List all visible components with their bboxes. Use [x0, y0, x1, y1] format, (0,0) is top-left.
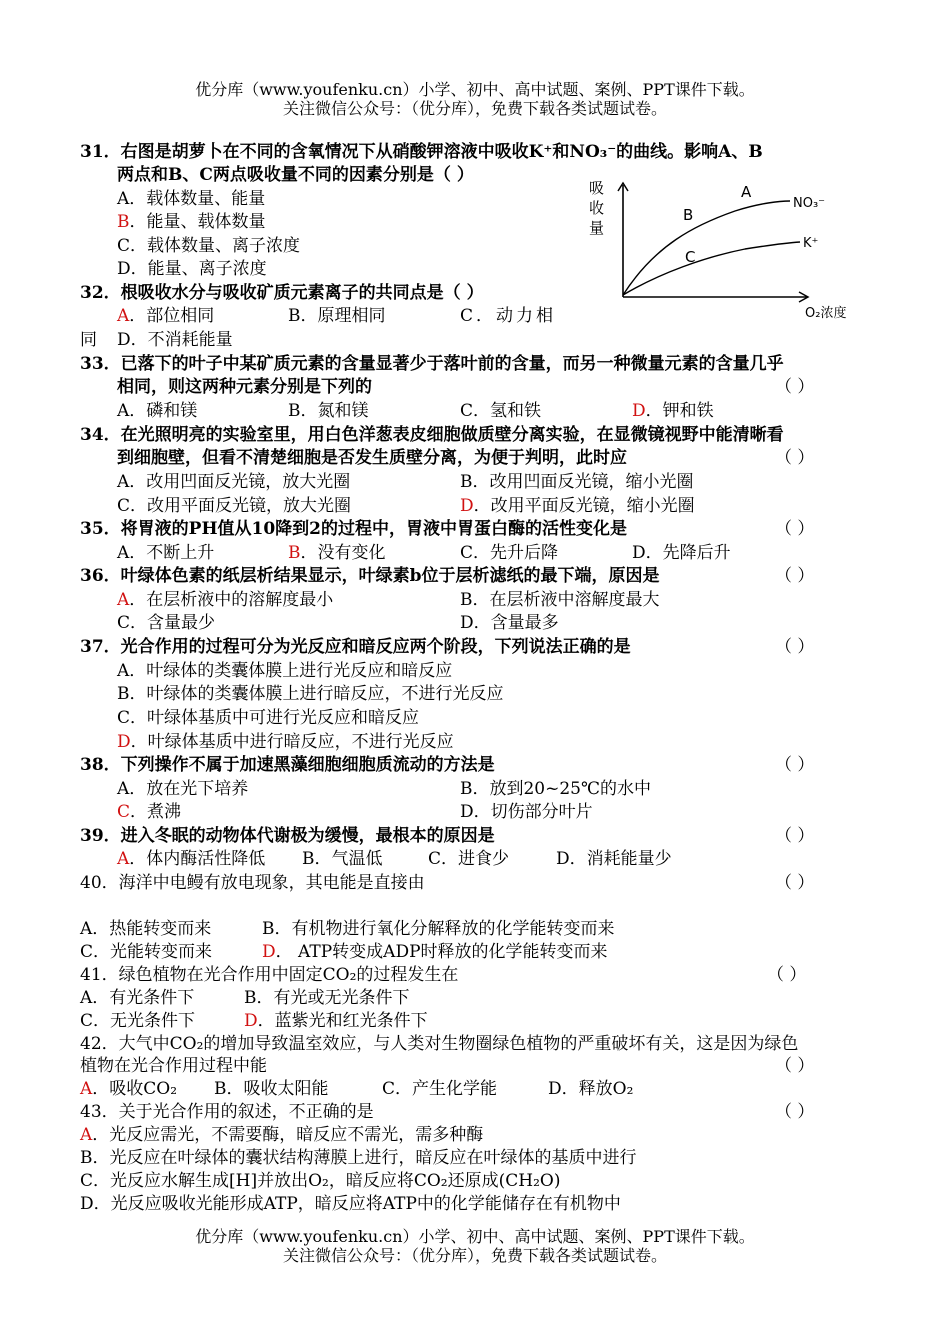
- q42-answer-paren: （ ）: [775, 1056, 815, 1076]
- q34-option-b: B．改用凹面反光镜，缩小光圈: [460, 472, 694, 492]
- q42-stem-1: 42．大气中CO₂的增加导致温室效应，与人类对生物圈绿色植物的严重破坏有关，这是因为绿色: [80, 1034, 799, 1054]
- graph-xlabel: O₂浓度: [805, 306, 847, 321]
- q37-option-c: C．叶绿体基质中可进行光反应和暗反应: [117, 708, 420, 728]
- q36-option-d: D．含量最多: [460, 613, 559, 633]
- q36-stem: 36．叶绿体色素的纸层析结果显示，叶绿素b位于层析滤纸的最下端，原因是: [80, 566, 660, 586]
- q33-option-d-text: ．钾和铁: [645, 401, 714, 421]
- graph-curve-k: [623, 242, 800, 295]
- graph-ylabel-1: 吸: [589, 179, 605, 197]
- q40-option-b: B．有机物进行氧化分解释放的化学能转变而来: [262, 919, 615, 939]
- q40-answer-paren: （ ）: [775, 873, 815, 893]
- q31-option-d: D．能量、离子浓度: [117, 259, 267, 279]
- q41-answer-paren: （ ）: [767, 965, 807, 985]
- q37-option-a: A．叶绿体的类囊体膜上进行光反应和暗反应: [117, 661, 453, 681]
- q40-answer-d: D: [262, 942, 276, 962]
- header-line-2: 关注微信公众号：（优分库），免费下载各类试题试卷。: [282, 99, 667, 118]
- header-line-1: 优分库（www.youfenku.cn）小学、初中、高中试题、案例、PPT课件下载。: [195, 80, 755, 99]
- absorption-graph: [585, 175, 880, 323]
- q32-option-b: B．原理相同: [288, 306, 386, 326]
- q33-option-b: B．氮和镁: [288, 401, 369, 421]
- q34-option-d-text: ．改用平面反光镜，缩小光圈: [473, 496, 695, 516]
- q33-option-d: [632, 400, 714, 422]
- q36-option-a-text: ．在层析液中的溶解度最小: [129, 590, 334, 610]
- q38-option-a: A．放在光下培养: [117, 779, 249, 799]
- q35-option-d: D．先降后升: [632, 543, 731, 563]
- q32-option-d: D．不消耗能量: [117, 330, 233, 350]
- q32-option-a-text: ．部位相同: [129, 306, 215, 326]
- q39-option-a: [117, 848, 265, 870]
- graph-ylabel-3: 量: [589, 219, 605, 237]
- graph-point-c: C: [685, 248, 696, 266]
- q37-option-d-text: ．叶绿体基质中进行暗反应，不进行光反应: [130, 732, 454, 752]
- q31-stem-1: 31．右图是胡萝卜在不同的含氧情况下从硝酸钾溶液中吸收K⁺和NO₃⁻的曲线。影响A、B: [80, 142, 763, 162]
- q42-option-a-text: ．吸收CO₂: [92, 1079, 178, 1099]
- q43-stem: 43．关于光合作用的叙述，不正确的是: [80, 1102, 374, 1122]
- q39-answer-a: A: [117, 849, 130, 869]
- graph-ylabel-2: 收: [589, 199, 605, 217]
- q42-stem-2: 植物在光合作用过程中能: [80, 1056, 267, 1076]
- q33-option-a: A．磷和镁: [117, 401, 198, 421]
- q31-option-b: [117, 211, 266, 233]
- q31-option-c: C．载体数量、离子浓度: [117, 236, 301, 256]
- q34-option-d: [460, 495, 695, 517]
- q39-option-a-text: ．体内酶活性降低: [129, 849, 266, 869]
- graph-label-k: K⁺: [803, 236, 819, 251]
- q41-option-a: A．有光条件下: [80, 988, 195, 1008]
- graph-point-b: B: [683, 206, 694, 224]
- q33-stem-2: 相同，则这两种元素分别是下列的: [117, 377, 372, 397]
- q35-option-c: C．先升后降: [460, 543, 559, 563]
- q38-option-c: [117, 801, 181, 823]
- q37-option-d: [117, 731, 454, 753]
- q35-stem: 35．将胃液的PH值从10降到2的过程中，胃液中胃蛋白酶的活性变化是: [80, 519, 627, 539]
- q41-option-c: C．无光条件下: [80, 1011, 196, 1031]
- q31-option-b-text: ．能量、载体数量: [129, 212, 266, 232]
- q31-answer-b: B: [117, 212, 130, 232]
- q41-option-d-text: ．蓝紫光和红光条件下: [257, 1011, 428, 1031]
- q32-option-a: [117, 305, 214, 327]
- q40-option-d-text: ． ATP转变成ADP时释放的化学能转变而来: [275, 942, 608, 962]
- q34-option-a: A．改用凹面反光镜，放大光圈: [117, 472, 351, 492]
- q43-answer-paren: （ ）: [775, 1102, 815, 1122]
- q42-option-a: [80, 1078, 177, 1100]
- q39-option-c: C．进食少: [428, 849, 510, 869]
- q43-option-a: [80, 1124, 483, 1146]
- q33-answer-d: D: [632, 401, 646, 421]
- q31-stem-2: 两点和B、C两点吸收量不同的因素分别是（ ）: [117, 165, 474, 185]
- q43-option-c: C．光反应水解生成[H]并放出O₂，暗反应将CO₂还原成(CH₂O): [80, 1171, 561, 1191]
- q32-answer-a: A: [117, 306, 130, 326]
- q37-answer-d: D: [117, 732, 131, 752]
- q35-option-a: A．不断上升: [117, 543, 215, 563]
- q40-option-a: A．热能转变而来: [80, 919, 212, 939]
- q36-answer-paren: （ ）: [775, 566, 815, 586]
- graph-label-no3: NO₃⁻: [793, 196, 826, 211]
- q35-answer-b: B: [288, 543, 301, 563]
- q34-answer-paren: （ ）: [775, 448, 815, 468]
- q43-option-d: D．光反应吸收光能形成ATP，暗反应将ATP中的化学能储存在有机物中: [80, 1194, 621, 1214]
- q42-option-d: D．释放O₂: [548, 1079, 634, 1099]
- q38-option-d: D．切伤部分叶片: [460, 802, 593, 822]
- q41-answer-d: D: [244, 1011, 258, 1031]
- footer-line-2: 关注微信公众号：（优分库），免费下载各类试题试卷。: [282, 1246, 667, 1265]
- q39-answer-paren: （ ）: [775, 826, 815, 846]
- q39-option-b: B．气温低: [302, 849, 383, 869]
- q38-option-b: B．放到20~25℃的水中: [460, 779, 652, 799]
- q40-option-c: C．光能转变而来: [80, 942, 213, 962]
- q35-answer-paren: （ ）: [775, 519, 815, 539]
- q42-answer-a: A: [80, 1079, 93, 1099]
- q32-option-c: C．动力相: [460, 306, 557, 326]
- graph-point-a: A: [741, 183, 752, 201]
- q39-stem: 39．进入冬眠的动物体代谢极为缓慢，最根本的原因是: [80, 826, 495, 846]
- q35-option-b: [288, 542, 386, 564]
- q36-answer-a: A: [117, 590, 130, 610]
- q34-answer-d: D: [460, 496, 474, 516]
- q33-stem-1: 33．已落下的叶子中某矿质元素的含量显著少于落叶前的含量，而另一种微量元素的含量几乎: [80, 354, 784, 374]
- q38-option-c-text: ．煮沸: [130, 802, 182, 822]
- q34-option-c: C．改用平面反光镜，放大光圈: [117, 496, 352, 516]
- q41-option-b: B．有光或无光条件下: [244, 988, 410, 1008]
- q34-stem-1: 34．在光照明亮的实验室里，用白色洋葱表皮细胞做质壁分离实验，在显微镜视野中能清晰看: [80, 425, 784, 445]
- q36-option-b: B．在层析液中溶解度最大: [460, 590, 660, 610]
- q37-option-b: B．叶绿体的类囊体膜上进行暗反应，不进行光反应: [117, 684, 504, 704]
- q40-stem: 40．海洋中电鳗有放电现象，其电能是直接由: [80, 873, 425, 893]
- q33-option-c: C．氢和铁: [460, 401, 542, 421]
- q41-stem: 41．绿色植物在光合作用中固定CO₂的过程发生在: [80, 965, 459, 985]
- q36-option-c: C．含量最少: [117, 613, 216, 633]
- footer-line-1: 优分库（www.youfenku.cn）小学、初中、高中试题、案例、PPT课件下载。: [195, 1227, 755, 1246]
- q43-option-b: B．光反应在叶绿体的囊状结构薄膜上进行，暗反应在叶绿体的基质中进行: [80, 1148, 637, 1168]
- q40-option-d: [262, 941, 608, 963]
- q32-stem: 32．根吸收水分与吸收矿质元素离子的共同点是（ ）: [80, 283, 484, 303]
- q37-stem: 37．光合作用的过程可分为光反应和暗反应两个阶段，下列说法正确的是: [80, 637, 631, 657]
- q35-option-b-text: ．没有变化: [300, 543, 386, 563]
- q34-stem-2: 到细胞壁，但看不清楚细胞是否发生质壁分离，为便于判明，此时应: [117, 448, 627, 468]
- q41-option-d: [244, 1010, 428, 1032]
- q33-answer-paren: （ ）: [775, 377, 815, 397]
- q38-answer-c: C: [117, 802, 131, 822]
- q38-stem: 38．下列操作不属于加速黑藻细胞细胞质流动的方法是: [80, 755, 495, 775]
- q31-option-a: A．载体数量、能量: [117, 189, 266, 209]
- q43-option-a-text: ．光反应需光，不需要酶，暗反应不需光，需多种酶: [92, 1125, 484, 1145]
- q42-option-c: C．产生化学能: [382, 1079, 498, 1099]
- q42-option-b: B．吸收太阳能: [214, 1079, 329, 1099]
- q39-option-d: D．消耗能量少: [556, 849, 672, 869]
- q37-answer-paren: （ ）: [775, 637, 815, 657]
- q36-option-a: [117, 589, 333, 611]
- q43-answer-a: A: [80, 1125, 93, 1145]
- q32-option-c-cont: 同: [80, 330, 97, 350]
- q38-answer-paren: （ ）: [775, 755, 815, 775]
